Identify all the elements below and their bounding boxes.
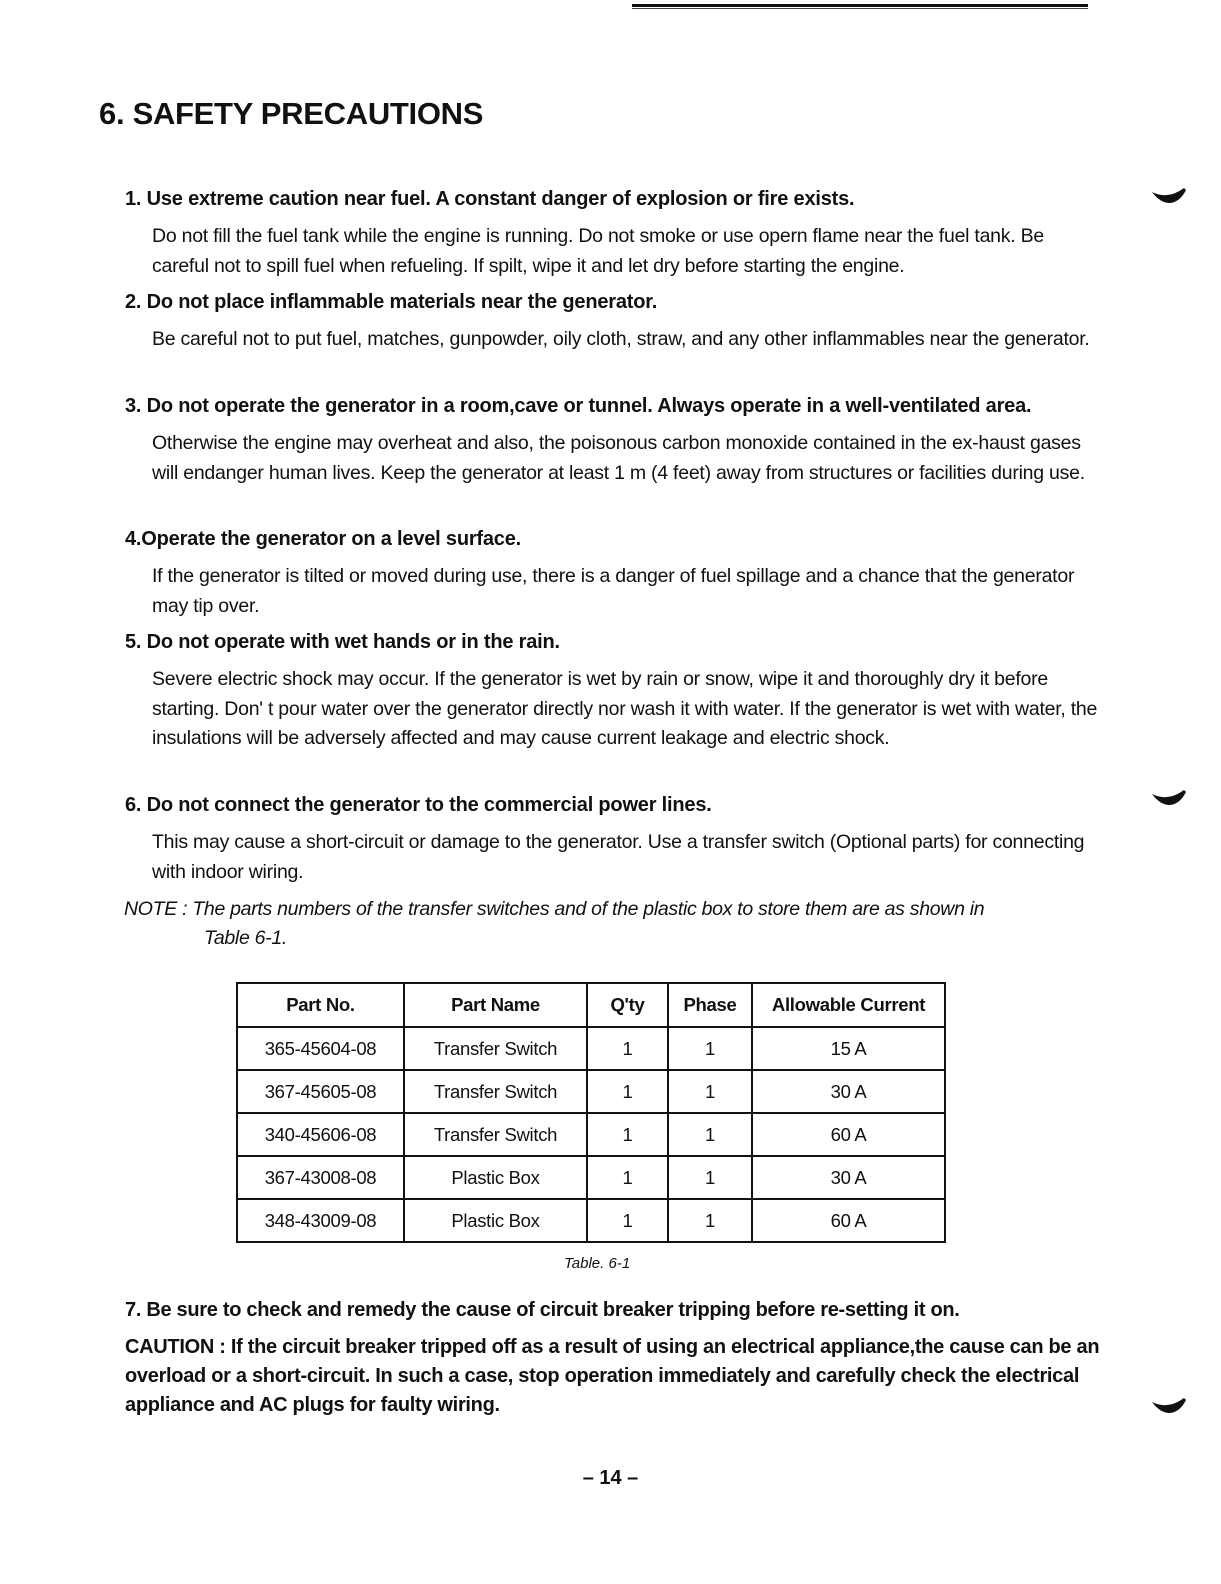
precaution-heading: 2. Do not place inflammable materials near the generator. bbox=[125, 291, 658, 313]
cell-current: 60 A bbox=[752, 1113, 945, 1156]
precaution-heading: 1. Use extreme caution near fuel. A constant danger of explosion or fire exists. bbox=[125, 188, 855, 210]
page-title: 6. SAFETY PRECAUTIONS bbox=[99, 96, 484, 131]
cell-phase: 1 bbox=[668, 1113, 752, 1156]
note bbox=[124, 895, 1104, 953]
header-part-no: Part No. bbox=[237, 983, 404, 1027]
note-line-2: Table 6-1. bbox=[204, 927, 288, 949]
precaution-item-2 bbox=[125, 288, 1100, 355]
precaution-item-1 bbox=[125, 185, 1100, 281]
cell-phase: 1 bbox=[668, 1199, 752, 1242]
precaution-heading: 3. Do not operate the generator in a room,cave or tunnel. Always operate in a well-ventilated area. bbox=[125, 395, 1032, 417]
cell-part-no: 365-45604-08 bbox=[237, 1027, 404, 1070]
precaution-body: Do not fill the fuel tank while the engine is running. Do not smoke or use opern flame near the fuel tank. Be careful not to spill fuel when refueling. If spilt, wipe it and let dry before starting the engine. bbox=[152, 225, 1044, 277]
note-line-1: NOTE : The parts numbers of the transfer switches and of the plastic box to store them are as shown in bbox=[124, 898, 985, 920]
table-caption: Table. 6-1 bbox=[564, 1255, 631, 1272]
margin-mark-icon bbox=[1150, 788, 1188, 808]
table-row bbox=[237, 1113, 945, 1156]
parts-table bbox=[236, 982, 946, 1243]
cell-part-no: 340-45606-08 bbox=[237, 1113, 404, 1156]
cell-qty: 1 bbox=[587, 1027, 668, 1070]
cell-current: 30 A bbox=[752, 1156, 945, 1199]
top-rule bbox=[632, 4, 1088, 7]
cell-current: 60 A bbox=[752, 1199, 945, 1242]
precaution-body: This may cause a short-circuit or damage to the generator. Use a transfer switch (Optional parts) for connecting with indoor wiring. bbox=[152, 831, 1085, 883]
cell-part-no: 348-43009-08 bbox=[237, 1199, 404, 1242]
margin-mark-icon bbox=[1150, 186, 1188, 206]
precaution-item-3 bbox=[125, 392, 1100, 488]
cell-part-name: Plastic Box bbox=[404, 1156, 587, 1199]
cell-part-name: Plastic Box bbox=[404, 1199, 587, 1242]
precaution-heading: 6. Do not connect the generator to the commercial power lines. bbox=[125, 794, 712, 816]
precaution-item-6 bbox=[125, 791, 1100, 887]
header-allowable-current: Allowable Current bbox=[752, 983, 945, 1027]
table-row bbox=[237, 1070, 945, 1113]
precaution-body: Be careful not to put fuel, matches, gunpowder, oily cloth, straw, and any other inflammables near the generator. bbox=[152, 328, 1090, 350]
cell-qty: 1 bbox=[587, 1113, 668, 1156]
precaution-item-4 bbox=[125, 525, 1100, 621]
precaution-body: If the generator is tilted or moved during use, there is a danger of fuel spillage and a chance that the generator may tip over. bbox=[152, 565, 1075, 617]
header-part-name: Part Name bbox=[404, 983, 587, 1027]
cell-phase: 1 bbox=[668, 1156, 752, 1199]
cell-current: 30 A bbox=[752, 1070, 945, 1113]
table-row bbox=[237, 1027, 945, 1070]
caution-text: CAUTION : If the circuit breaker tripped off as a result of using an electrical appliance,the cause can be an overload or a short-circuit. In such a case, stop operation immediately and carefully check the electrical appliance and AC plugs for faulty wiring. bbox=[125, 1336, 1100, 1416]
cell-part-name: Transfer Switch bbox=[404, 1070, 587, 1113]
cell-part-name: Transfer Switch bbox=[404, 1113, 587, 1156]
table-row bbox=[237, 1156, 945, 1199]
cell-qty: 1 bbox=[587, 1199, 668, 1242]
cell-part-no: 367-43008-08 bbox=[237, 1156, 404, 1199]
header-phase: Phase bbox=[668, 983, 752, 1027]
precaution-item-5 bbox=[125, 628, 1100, 754]
table-row bbox=[237, 1199, 945, 1242]
cell-qty: 1 bbox=[587, 1156, 668, 1199]
cell-part-name: Transfer Switch bbox=[404, 1027, 587, 1070]
cell-part-no: 367-45605-08 bbox=[237, 1070, 404, 1113]
precaution-heading: 5. Do not operate with wet hands or in the rain. bbox=[125, 631, 560, 653]
page-number: – 14 – bbox=[582, 1467, 639, 1489]
precaution-body: Severe electric shock may occur. If the generator is wet by rain or snow, wipe it and thoroughly dry it before starting. Don' t pour water over the generator directly nor wash it with water. If the generator is wet with water, the insulations will be adversely affected and may cause current leakage and electric shock. bbox=[152, 668, 1098, 749]
cell-phase: 1 bbox=[668, 1070, 752, 1113]
margin-mark-icon bbox=[1150, 1396, 1188, 1416]
cell-qty: 1 bbox=[587, 1070, 668, 1113]
precaution-item-7: 7. Be sure to check and remedy the cause of circuit breaker tripping before re-setting it on. bbox=[125, 1299, 960, 1321]
precaution-heading: 4.Operate the generator on a level surface. bbox=[125, 528, 521, 550]
table-header-row bbox=[237, 983, 945, 1027]
header-qty: Q'ty bbox=[587, 983, 668, 1027]
top-rule-thin bbox=[632, 8, 1088, 9]
precaution-body: Otherwise the engine may overheat and also, the poisonous carbon monoxide contained in the ex-haust gases will endanger human lives. Keep the generator at least 1 m (4 feet) away from structures or facilities during use. bbox=[152, 432, 1085, 484]
cell-phase: 1 bbox=[668, 1027, 752, 1070]
cell-current: 15 A bbox=[752, 1027, 945, 1070]
